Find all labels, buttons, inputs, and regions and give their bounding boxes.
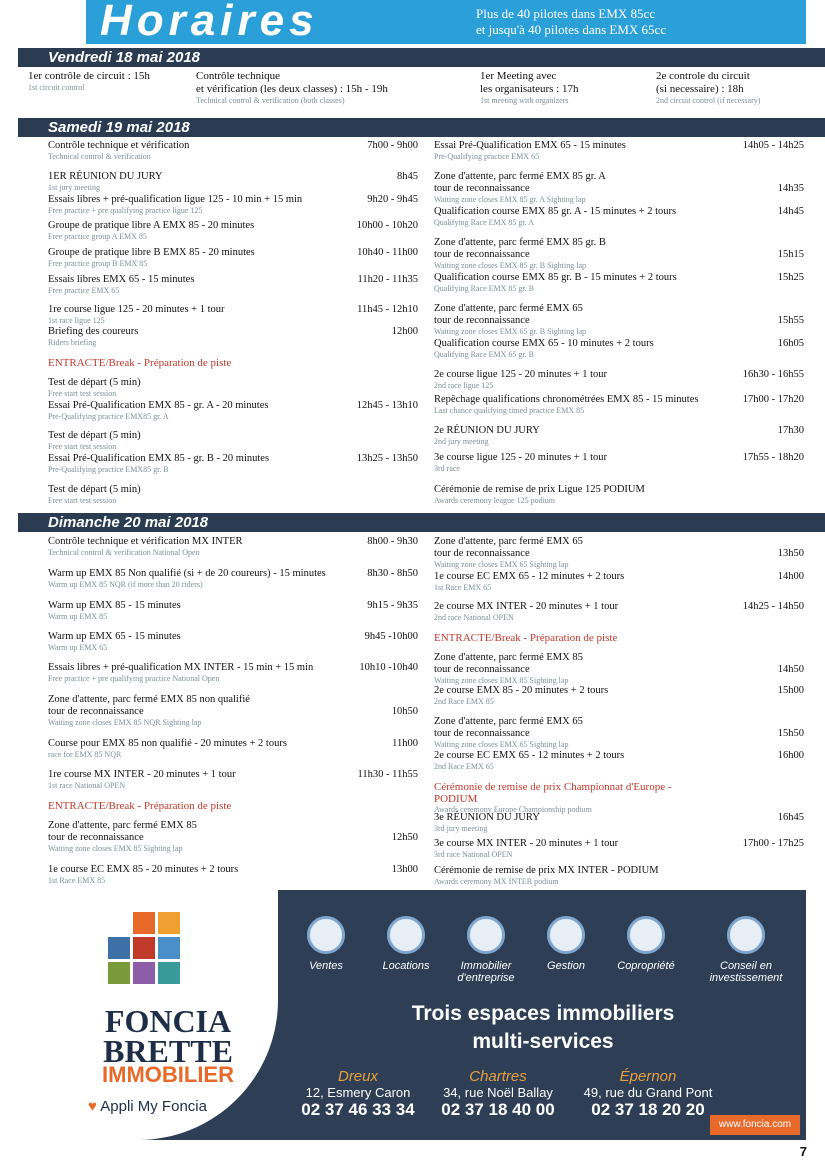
friday-item: 2e controle du circuit (si necessaire) : 18h 2nd circuit control (if necessary): [656, 70, 761, 105]
schedule-item-translation: 3rd race National OPEN: [434, 850, 513, 859]
foncia-advertisement: [48, 890, 806, 1140]
schedule-item-title: ENTRACTE/Break - Préparation de piste: [48, 800, 232, 812]
service-entreprise: Immobilier d'entreprise: [446, 916, 526, 984]
schedule-item: [48, 484, 418, 505]
schedule-item-time: 9h45 -10h00: [364, 631, 418, 642]
schedule-item-translation: Pre-Qualifying practice EMX85 gr. A: [48, 412, 169, 421]
schedule-item: [434, 452, 804, 473]
schedule-item-title: 3e course MX INTER - 20 minutes + 1 tour: [434, 838, 619, 849]
schedule-item-translation: Pre-Qualifying practice EMX 65: [434, 152, 540, 161]
schedule-item-title: 1ER RÉUNION DU JURY: [48, 171, 163, 182]
schedule-item: [48, 400, 418, 421]
schedule-item-translation: Free practice + pre qualifying practice ligue 125: [48, 206, 203, 215]
schedule-item-translation: Waiting zone closes EMX 65 gr. B Sighting lap: [434, 327, 587, 336]
schedule-item: [48, 357, 418, 369]
schedule-item-time: 10h50: [391, 706, 418, 717]
schedule-item-translation: Waiting zone closes EMX 85 gr. B Sighting lap: [434, 261, 587, 270]
schedule-item-title: Essais libres + pré-qualification MX INTER - 15 min + 15 min: [48, 662, 314, 673]
page-title: Horaires: [100, 0, 319, 45]
schedule-item-time: 9h20 - 9h45: [367, 194, 418, 205]
schedule-item-time: 11h45 - 12h10: [357, 304, 418, 315]
service-investissement: Conseil en investissement: [696, 916, 796, 984]
schedule-item-title: Contrôle technique et vérification MX INTER: [48, 536, 243, 547]
schedule-item-title: Essais libres EMX 65 - 15 minutes: [48, 274, 195, 285]
schedule-item-time: 10h00 - 10h20: [356, 220, 418, 231]
schedule-item-translation: 2nd jury meeting: [434, 437, 489, 446]
handshake-icon: [627, 916, 665, 954]
schedule-item-time: 16h05: [777, 338, 804, 349]
schedule-item-translation: 1st jury meeting: [48, 183, 100, 192]
ad-tagline: Trois espaces immobiliers multi-services: [411, 1002, 675, 1053]
schedule-item-time: 16h45: [777, 812, 804, 823]
schedule-item-time: 14h25 - 14h50: [742, 601, 804, 612]
schedule-item-time: 14h45: [777, 206, 804, 217]
schedule-item-translation: Waiting zone closes EMX 85 Sighting lap: [48, 844, 183, 853]
schedule-item-translation: 3rd jury meeting: [434, 824, 488, 833]
schedule-item-time: 14h05 - 14h25: [742, 140, 804, 151]
schedule-item-translation: Qualifying Race EMX 85 gr. B: [434, 284, 534, 293]
schedule-item-translation: race for EMX 85 NQR: [48, 750, 122, 759]
website-badge[interactable]: www.foncia.com: [710, 1115, 800, 1135]
schedule-item-translation: Warm up EMX 85: [48, 612, 108, 621]
schedule-item: [434, 652, 804, 685]
schedule-item-time: 12h00: [391, 326, 418, 337]
schedule-item-title: 2e course ligue 125 - 20 minutes + 1 tour: [434, 369, 608, 380]
schedule-item-title: Test de départ (5 min): [48, 430, 141, 441]
schedule-item: [434, 206, 804, 227]
schedule-item-title: Cérémonie de remise de prix MX INTER - PODIUM: [434, 865, 659, 876]
schedule-item-time: 11h20 - 11h35: [357, 274, 418, 285]
schedule-item: [434, 812, 804, 833]
schedule-item-title: 3e course ligue 125 - 20 minutes + 1 tour: [434, 452, 608, 463]
schedule-item: [48, 377, 418, 398]
document-pen-icon: [547, 916, 585, 954]
building-icon: [467, 916, 505, 954]
schedule-item-title: Warm up EMX 85 Non qualifié (si + de 20 coureurs) - 15 minutes: [48, 568, 326, 579]
schedule-item-translation: Warm up EMX 65: [48, 643, 108, 652]
schedule-item-title: Groupe de pratique libre A EMX 85 - 20 minutes: [48, 220, 255, 231]
schedule-item-time: 14h00: [777, 571, 804, 582]
schedule-item-time: 15h25: [777, 272, 804, 283]
schedule-item: [434, 632, 804, 644]
schedule-item-translation: Free start test session: [48, 496, 117, 505]
schedule-item-title: Groupe de pratique libre B EMX 85 - 20 minutes: [48, 247, 255, 258]
schedule-item-title: Cérémonie de remise de prix Ligue 125 PODIUM: [434, 484, 645, 495]
schedule-item: [48, 220, 418, 241]
service-gestion: Gestion: [526, 916, 606, 972]
schedule-item-title: Warm up EMX 65 - 15 minutes: [48, 631, 181, 642]
schedule-item: [48, 430, 418, 451]
schedule-item-title: Essai Pré-Qualification EMX 85 - gr. A - 20 minutes: [48, 400, 269, 411]
schedule-item: [434, 685, 804, 706]
schedule-item-time: 16h00: [777, 750, 804, 761]
schedule-item: [434, 750, 804, 771]
schedule-item-title: ENTRACTE/Break - Préparation de piste: [434, 632, 618, 644]
schedule-item-title: Essais libres + pré-qualification ligue 125 - 10 min + 15 min: [48, 194, 303, 205]
schedule-item-title: 2e course EMX 85 - 20 minutes + 2 tours: [434, 685, 609, 696]
schedule-item-translation: Free practice + pre qualifying practice National Open: [48, 674, 220, 683]
schedule-item-translation: 2nd Race EMX 65: [434, 762, 494, 771]
schedule-item-translation: Awards ceremony Europe Championship podium: [434, 805, 592, 814]
schedule-item: [434, 716, 804, 749]
schedule-item-title-line2: tour de reconnaissance: [434, 315, 530, 326]
schedule-item: [48, 694, 418, 727]
schedule-item-title: Zone d'attente, parc fermé EMX 85 non qualifié: [48, 694, 250, 705]
day-header-sunday: Dimanche 20 mai 2018: [18, 513, 825, 532]
schedule-item: [48, 171, 418, 192]
heart-icon: ♥: [88, 1098, 97, 1115]
schedule-item-title-line2: tour de reconnaissance: [434, 548, 530, 559]
schedule-item-title: Zone d'attente, parc fermé EMX 85 gr. A: [434, 171, 606, 182]
service-locations: Locations: [366, 916, 446, 972]
schedule-item-title: Zone d'attente, parc fermé EMX 85: [48, 820, 197, 831]
schedule-item-time: 17h00 - 17h25: [742, 838, 804, 849]
schedule-item-title: Zone d'attente, parc fermé EMX 85: [434, 652, 583, 663]
schedule-item-translation: Waiting zone closes EMX 65 Sighting lap: [434, 560, 569, 569]
house-heart-icon: [307, 916, 345, 954]
schedule-item-translation: Waiting zone closes EMX 85 Sighting lap: [434, 676, 569, 685]
schedule-item: [48, 800, 418, 812]
schedule-item-translation: 2nd Race EMX 85: [434, 697, 494, 706]
schedule-item-title: Test de départ (5 min): [48, 377, 141, 388]
schedule-item-title: 2e course EC EMX 65 - 12 minutes + 2 tours: [434, 750, 625, 761]
schedule-item-title: 1re course ligue 125 - 20 minutes + 1 tour: [48, 304, 225, 315]
schedule-item-title: Warm up EMX 85 - 15 minutes: [48, 600, 181, 611]
schedule-item-translation: 2nd race ligue 125: [434, 381, 494, 390]
app-link[interactable]: ♥ Appli My Foncia: [88, 1098, 207, 1115]
schedule-item-time: 8h45: [397, 171, 418, 182]
schedule-item: [48, 304, 418, 325]
schedule-item: [434, 303, 804, 336]
schedule-item: [48, 274, 418, 295]
schedule-item-time: 12h45 - 13h10: [356, 400, 418, 411]
schedule-item: [48, 631, 418, 652]
schedule-item-translation: Qualifying Race EMX 85 gr. A: [434, 218, 534, 227]
schedule-item-title: ENTRACTE/Break - Préparation de piste: [48, 357, 232, 369]
schedule-item-title: Repêchage qualifications chronométrées EMX 85 - 15 minutes: [434, 394, 699, 405]
schedule-item-title-line2: tour de reconnaissance: [48, 832, 144, 843]
schedule-item: [434, 484, 804, 505]
schedule-item-time: 10h10 -10h40: [359, 662, 418, 673]
schedule-item-time: 10h40 - 11h00: [357, 247, 418, 258]
schedule-item: [434, 425, 804, 446]
header-subtitle: Plus de 40 pilotes dans EMX 85cc et jusqu'à 40 pilotes dans EMX 65cc: [476, 6, 667, 37]
schedule-item-time: 17h55 - 18h20: [742, 452, 804, 463]
schedule-item-translation: Waiting zone closes EMX 65 Sighting lap: [434, 740, 569, 749]
schedule-item: [434, 140, 804, 161]
schedule-item-title: Zone d'attente, parc fermé EMX 65: [434, 716, 583, 727]
schedule-item-title-line2: tour de reconnaissance: [434, 183, 530, 194]
schedule-item-title: 1e course EC EMX 65 - 12 minutes + 2 tours: [434, 571, 625, 582]
service-ventes: Ventes: [286, 916, 366, 972]
schedule-item-time: 7h00 - 9h00: [367, 140, 418, 151]
schedule-item: [48, 194, 418, 215]
schedule-item-title-line2: tour de reconnaissance: [434, 249, 530, 260]
schedule-item: [48, 536, 418, 557]
schedule-item: [434, 237, 804, 270]
schedule-item-title: 1re course MX INTER - 20 minutes + 1 tour: [48, 769, 236, 780]
schedule-item-time: 8h00 - 9h30: [367, 536, 418, 547]
schedule-item-title: Qualification course EMX 65 - 10 minutes + 2 tours: [434, 338, 654, 349]
schedule-item-time: 16h30 - 16h55: [742, 369, 804, 380]
schedule-item-translation: Technical control & verification: [48, 152, 151, 161]
schedule-item-translation: Awards ceremony MX INTER podium: [434, 877, 559, 886]
schedule-item-title: Contrôle technique et vérification: [48, 140, 190, 151]
schedule-item: [434, 171, 804, 204]
schedule-item-translation: Riders briefing: [48, 338, 97, 347]
schedule-item-translation: Free practice group A EMX 85: [48, 232, 147, 241]
schedule-item: [434, 369, 804, 390]
schedule-item-time: 13h25 - 13h50: [356, 453, 418, 464]
day-header-friday: Vendredi 18 mai 2018: [18, 48, 825, 67]
friday-row: [28, 70, 808, 110]
service-copropriete: Copropriété: [606, 916, 686, 972]
schedule-item-time: 13h50: [777, 548, 804, 559]
schedule-item-translation: 3rd race: [434, 464, 460, 473]
schedule-item-title: 2e RÉUNION DU JURY: [434, 425, 540, 436]
schedule-item: [434, 601, 804, 622]
friday-item: 1er Meeting avec les organisateurs : 17h 1st meeting with organizers: [480, 70, 579, 105]
schedule-item-title: Qualification course EMX 85 gr. A - 15 minutes + 2 tours: [434, 206, 677, 217]
schedule-item-translation: Free start test session: [48, 442, 117, 451]
house-squares-logo: [103, 912, 213, 1002]
schedule-item-time: 14h50: [777, 664, 804, 675]
schedule-item-title: Zone d'attente, parc fermé EMX 65: [434, 536, 583, 547]
schedule-item-time: 11h00: [392, 738, 418, 749]
schedule-item-title: Zone d'attente, parc fermé EMX 85 gr. B: [434, 237, 606, 248]
schedule-item-title: Zone d'attente, parc fermé EMX 65: [434, 303, 583, 314]
schedule-item: [434, 272, 804, 293]
office-epernon: Épernon 49, rue du Grand Pont 02 37 18 20 20: [583, 1068, 713, 1119]
page-number: 7: [799, 1144, 807, 1159]
schedule-item-title: 2e course MX INTER - 20 minutes + 1 tour: [434, 601, 619, 612]
schedule-item: [434, 838, 804, 859]
schedule-item: [48, 568, 418, 589]
schedule-item-translation: Last chance qualifying timed practice EMX 85: [434, 406, 585, 415]
schedule-item-title: Briefing des coureurs: [48, 326, 139, 337]
schedule-item-translation: Awards ceremony league 125 podium: [434, 496, 556, 505]
brand-name: FONCIA BRETTE: [103, 1003, 233, 1069]
schedule-item: [434, 571, 804, 592]
schedule-item-time: 15h50: [777, 728, 804, 739]
schedule-item: [434, 338, 804, 359]
schedule-item-title: Essai Pré-Qualification EMX 85 - gr. B - 20 minutes: [48, 453, 270, 464]
schedule-item: [434, 781, 804, 814]
schedule-item-time: 14h35: [777, 183, 804, 194]
schedule-item-title: 1e course EC EMX 85 - 20 minutes + 2 tours: [48, 864, 239, 875]
schedule-item-title: Qualification course EMX 85 gr. B - 15 minutes + 2 tours: [434, 272, 677, 283]
schedule-item-time: 17h00 - 17h20: [742, 394, 804, 405]
schedule-item-time: 11h30 - 11h55: [357, 769, 418, 780]
schedule-item-translation: Free practice group B EMX 85: [48, 259, 148, 268]
schedule-item: [48, 247, 418, 268]
office-dreux: Dreux 12, Esmery Caron 02 37 46 33 34: [301, 1068, 415, 1119]
schedule-item: [48, 769, 418, 790]
key-icon: [387, 916, 425, 954]
schedule-item-title: Test de départ (5 min): [48, 484, 141, 495]
schedule-item: [48, 140, 418, 161]
schedule-item-time: 12h50: [391, 832, 418, 843]
schedule-item-title-line2: tour de reconnaissance: [434, 728, 530, 739]
schedule-item-time: 13h00: [391, 864, 418, 875]
schedule-item-title-line2: tour de reconnaissance: [434, 664, 530, 675]
schedule-item-time: 15h00: [777, 685, 804, 696]
schedule-item-translation: Pre-Qualifying practice EMX85 gr. B: [48, 465, 169, 474]
schedule-item-time: 8h30 - 8h50: [367, 568, 418, 579]
schedule-item-time: 15h55: [777, 315, 804, 326]
schedule-item-translation: 1st Race EMX 85: [48, 876, 106, 885]
schedule-item: [48, 738, 418, 759]
schedule-item: [48, 864, 418, 885]
schedule-item-translation: 1st Race EMX 65: [434, 583, 492, 592]
piggy-bank-icon: [727, 916, 765, 954]
schedule-item-translation: Waiting zone closes EMX 85 NQR Sighting lap: [48, 718, 202, 727]
schedule-item-title: Course pour EMX 85 non qualifié - 20 minutes + 2 tours: [48, 738, 287, 749]
schedule-item-time: 15h15: [777, 249, 804, 260]
schedule-item-title: Essai Pré-Qualification EMX 65 - 15 minutes: [434, 140, 626, 151]
schedule-item-title-line2: tour de reconnaissance: [48, 706, 144, 717]
schedule-item-time: 9h15 - 9h35: [367, 600, 418, 611]
schedule-item: [48, 326, 418, 347]
schedule-item-translation: Free practice EMX 65: [48, 286, 120, 295]
schedule-item-title: Cérémonie de remise de prix Championnat d'Europe - PODIUM: [434, 781, 672, 805]
schedule-item: [434, 865, 804, 886]
schedule-item: [48, 600, 418, 621]
office-chartres: Chartres 34, rue Noël Ballay 02 37 18 40 00: [441, 1068, 555, 1119]
ad-logo-panel: [48, 890, 278, 1140]
schedule-item: [434, 394, 804, 415]
schedule-item-translation: Warm up EMX 85 NQR (if more than 20 riders): [48, 580, 203, 589]
schedule-item-translation: Free start test session: [48, 389, 117, 398]
schedule-item-translation: 2nd race National OPEN: [434, 613, 514, 622]
schedule-item: [434, 536, 804, 569]
schedule-item-translation: 1st race National OPEN: [48, 781, 126, 790]
schedule-item: [48, 662, 418, 683]
schedule-item-time: 17h30: [777, 425, 804, 436]
schedule-header: [86, 0, 806, 44]
friday-item: Contrôle technique et vérification (les deux classes) : 15h - 19h Technical control & verification (both classes): [196, 70, 388, 105]
schedule-item: [48, 820, 418, 853]
schedule-item-translation: 1st race ligue 125: [48, 316, 105, 325]
brand-subtitle: IMMOBILIER: [102, 1062, 234, 1087]
schedule-item-translation: Technical control & verification National Open: [48, 548, 200, 557]
schedule-item-translation: Qualifying Race EMX 65 gr. B: [434, 350, 534, 359]
day-header-saturday: Samedi 19 mai 2018: [18, 118, 825, 137]
friday-item: 1er contrôle de circuit : 15h 1st circuit control: [28, 70, 150, 92]
schedule-item-title: 3e RÉUNION DU JURY: [434, 812, 540, 823]
schedule-item-translation: Waiting zone closes EMX 85 gr. A Sighting lap: [434, 195, 586, 204]
schedule-item: [48, 453, 418, 474]
